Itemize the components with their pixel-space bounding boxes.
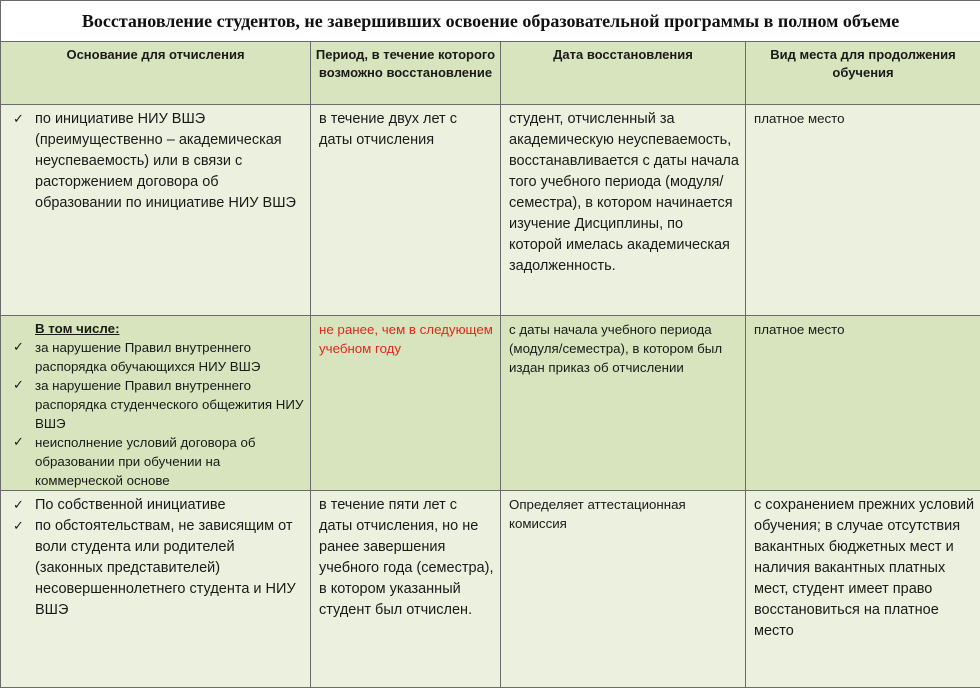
table-row <box>1 491 980 688</box>
row3-place-cell: с сохранением прежних условий обучения; в случае отсутствия вакантных бюджетных мест и наличия вакантных платных мест, студент имеет право восстановиться на платное место <box>746 491 980 688</box>
list-item: ✓ по обстоятельствам, не зависящим от воли студента или родителей (законных представителей) несовершеннолетнего студента и НИУ ВШЭ <box>9 516 304 621</box>
list-item: ✓ по инициативе НИУ ВШЭ (преимущественно – академическая неуспеваемость) или в связи с расторжением договора об образовании по инициативе НИУ ВШЭ <box>9 109 304 214</box>
check-icon: ✓ <box>13 109 24 130</box>
row1-period-cell: в течение двух лет с даты отчисления <box>311 105 501 316</box>
row1-basis-cell <box>1 105 311 316</box>
list-item: ✓ за нарушение Правил внутреннего распорядка обучающихся НИУ ВШЭ <box>9 338 304 376</box>
header-row <box>1 42 980 105</box>
header-basis: Основание для отчисления <box>1 42 311 105</box>
list-item: ✓ неисполнение условий договора об образовании при обучении на коммерческой основе <box>9 433 304 490</box>
check-icon: ✓ <box>13 495 24 516</box>
header-date: Дата восстановления <box>501 42 746 105</box>
row2-date-cell: с даты начала учебного периода (модуля/семестра), в котором был издан приказ об отчислении <box>501 316 746 491</box>
check-icon: ✓ <box>13 338 24 357</box>
row2-place-cell: платное место <box>746 316 980 491</box>
row1-date-cell: студент, отчисленный за академическую неуспеваемость, восстанавливается с даты начала того учебного периода (модуля/семестра), в котором начинается изучение Дисциплины, по которой имелась академическая задолженность. <box>501 105 746 316</box>
table-row <box>1 105 980 316</box>
subtitle: В том числе: <box>9 319 304 338</box>
header-period: Период, в течение которого возможно восстановление <box>311 42 501 105</box>
list-item: ✓ По собственной инициативе <box>9 495 304 516</box>
row2-basis-cell <box>1 316 311 491</box>
row3-basis-cell <box>1 491 311 688</box>
list-item: ✓ за нарушение Правил внутреннего распорядка студенческого общежития НИУ ВШЭ <box>9 376 304 433</box>
table-title: Восстановление студентов, не завершивших освоение образовательной программы в полном объеме <box>1 1 980 42</box>
header-place: Вид места для продолжения обучения <box>746 42 980 105</box>
table-row <box>1 316 980 491</box>
check-icon: ✓ <box>13 376 24 395</box>
check-icon: ✓ <box>13 516 24 537</box>
row2-period-cell: не ранее, чем в следующем учебном году <box>311 316 501 491</box>
row3-date-cell: Определяет аттестационная комиссия <box>501 491 746 688</box>
row1-place-cell: платное место <box>746 105 980 316</box>
row3-period-cell: в течение пяти лет с даты отчисления, но не ранее завершения учебного года (семестра), в котором указанный студент был отчислен. <box>311 491 501 688</box>
check-icon: ✓ <box>13 433 24 452</box>
